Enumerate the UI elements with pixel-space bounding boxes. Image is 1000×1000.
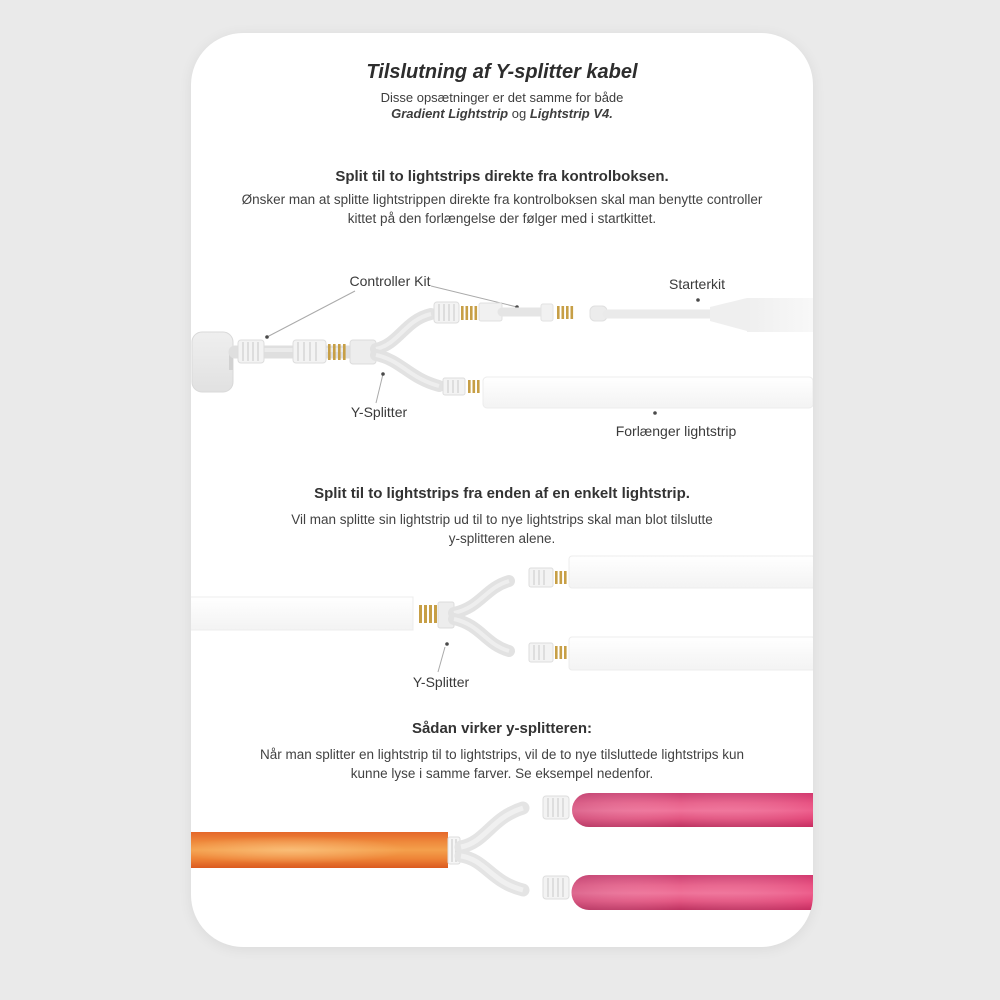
- section-1-body-line1: Ønsker man at splitte lightstrippen direkte fra kontrolboksen skal man benytte controller: [241, 192, 763, 207]
- section-2-heading: Split til to lightstrips fra enden af en enkelt lightstrip.: [314, 485, 690, 502]
- split-lightstrip-top: [529, 556, 813, 588]
- section-3-body: [191, 746, 813, 783]
- section-3-body-line2: kunne lyse i samme farver. Se eksempel nedenfor.: [350, 765, 654, 781]
- label-forlaenger-lightstrip: Forlænger lightstrip: [615, 423, 737, 439]
- subtitle-og: og: [508, 106, 530, 121]
- section-2-body: [191, 511, 813, 548]
- page-title: Tilslutning af Y-splitter kabel: [366, 61, 638, 83]
- subtitle-product-2: Lightstrip V4.: [529, 106, 613, 121]
- diagram-split-from-strip-end: [191, 550, 813, 700]
- control-box: [192, 332, 233, 392]
- y-splitter-cable-3: [448, 796, 569, 899]
- subtitle-line2: [191, 106, 813, 122]
- diagram-color-example: [191, 780, 813, 920]
- controller-kit-cable: [235, 340, 349, 363]
- section-2-body-line1: Vil man splitte sin lightstrip ud til to nye lightstrips skal man blot tilslutte: [291, 512, 713, 527]
- section-1-heading: Split til to lightstrips direkte fra kontrolboksen.: [335, 168, 669, 185]
- label-y-splitter-1: Y-Splitter: [350, 404, 408, 420]
- instruction-card: [191, 33, 813, 947]
- subtitle-product-1: Gradient Lightstrip: [391, 106, 509, 121]
- section-2-body-line2: y-splitteren alene.: [448, 530, 556, 546]
- pink-lightstrip-top: [572, 793, 813, 827]
- subtitle-line1: Disse opsætninger er det samme for både: [380, 90, 624, 105]
- y-splitter-cable-2: [438, 581, 509, 651]
- leader-lines: [438, 642, 449, 672]
- source-lightstrip: [191, 597, 437, 630]
- label-starterkit: Starterkit: [668, 276, 726, 292]
- section-3-heading: Sådan virker y-splitteren:: [411, 720, 593, 737]
- section-1-body: [191, 191, 813, 228]
- y-splitter-cable-1: [350, 314, 439, 386]
- label-y-splitter-2: Y-Splitter: [412, 674, 470, 690]
- starterkit-strip: [590, 298, 813, 332]
- split-lightstrip-bottom: [529, 637, 813, 670]
- orange-lightstrip: [191, 832, 448, 868]
- section-1-body-line2: kittet på den forlængelse der følger med i startkittet.: [347, 210, 657, 226]
- upper-branch-connectors: [434, 302, 573, 323]
- extension-lightstrip: [443, 377, 813, 408]
- subtitle: [191, 90, 813, 122]
- diagram-split-from-controlbox: [191, 270, 813, 445]
- pink-lightstrip-bottom: [572, 875, 814, 910]
- section-3-body-line1: Når man splitter en lightstrip til to lightstrips, vil de to nye tilsluttede lightstrips kun: [260, 747, 744, 762]
- label-controller-kit: Controller Kit: [349, 273, 431, 289]
